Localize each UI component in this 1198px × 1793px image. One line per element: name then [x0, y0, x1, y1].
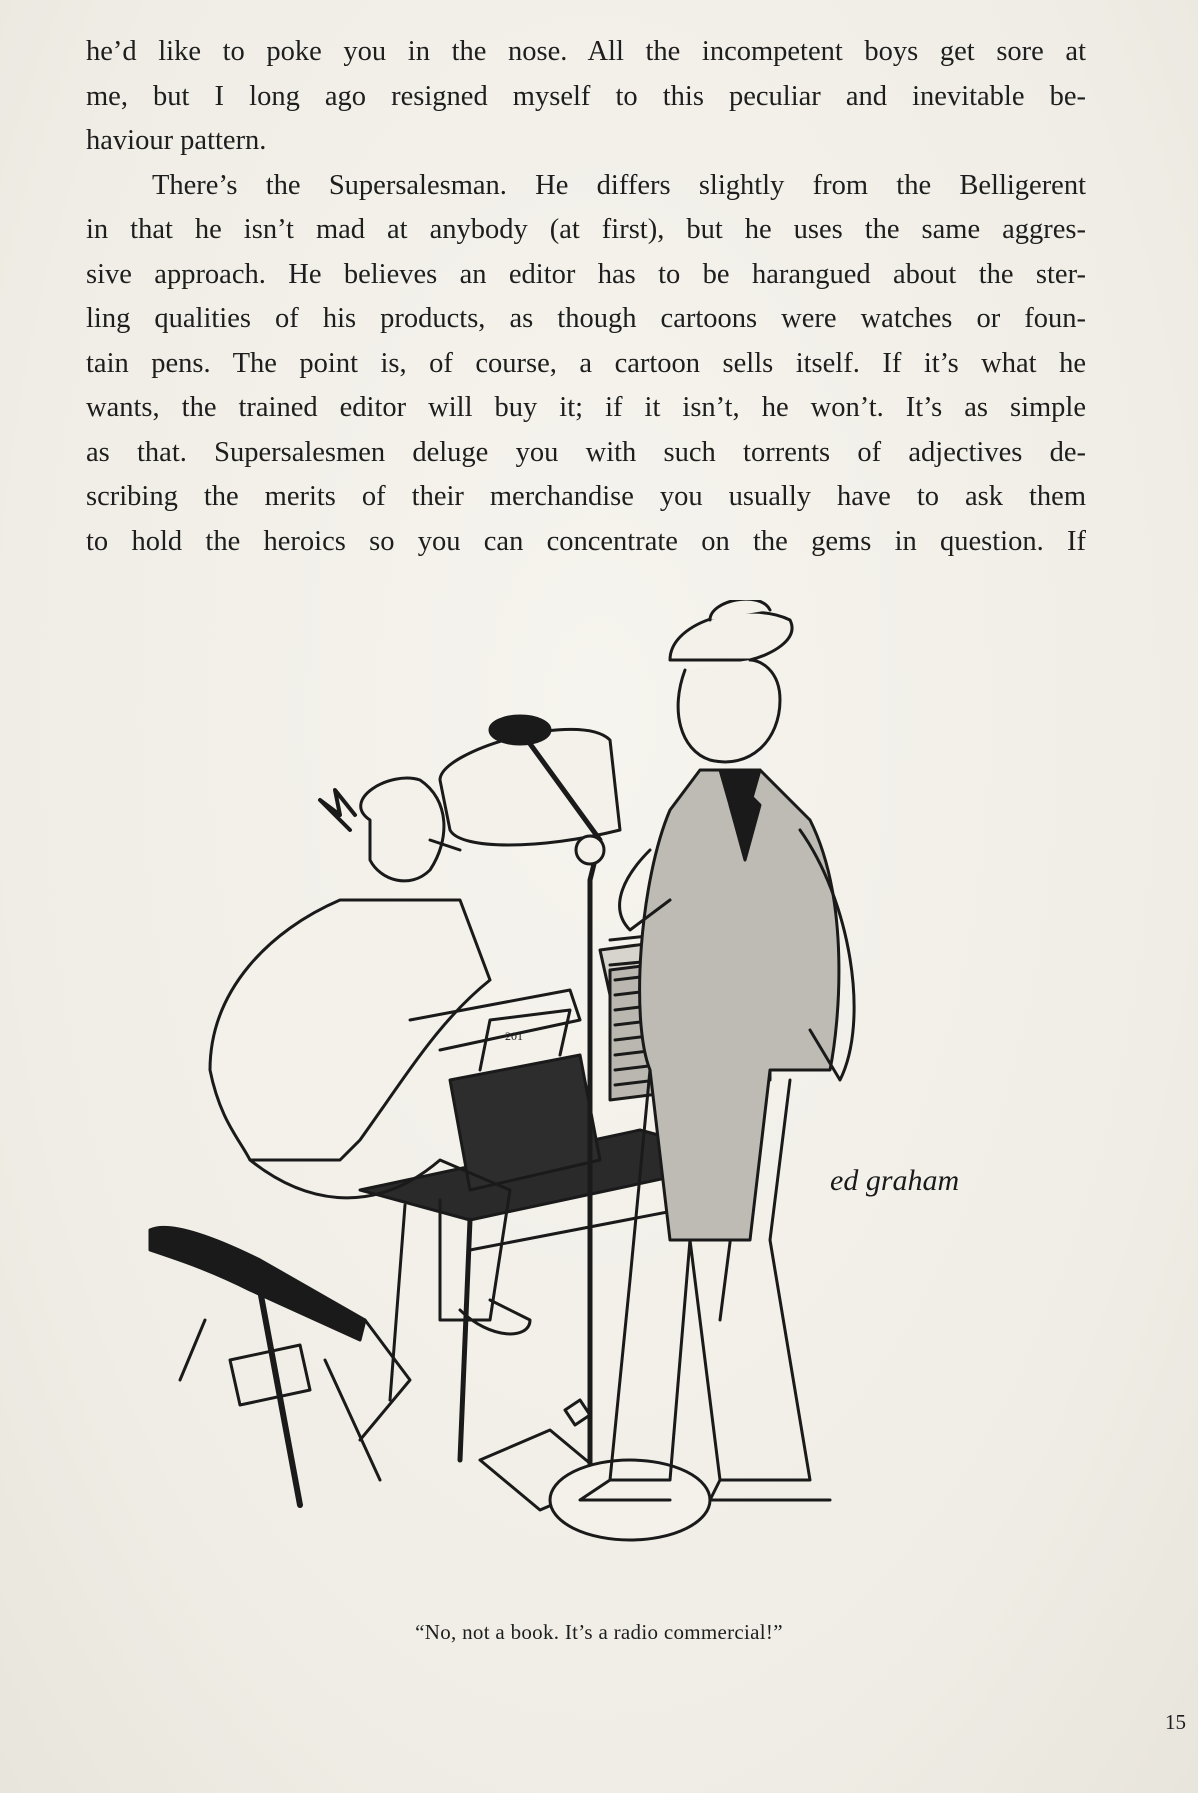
text-line: in that he isn’t mad at anybody (at first), but he uses the same aggres-	[86, 214, 1086, 245]
text-line: wants, the trained editor will buy it; if it isn’t, he won’t. It’s as simple	[86, 392, 1086, 423]
artist-signature: ed graham	[830, 1164, 960, 1197]
typewriter-drawing	[450, 1010, 600, 1190]
text-line: as that. Supersalesmen deluge you with such torrents of adjectives de-	[86, 436, 1086, 468]
text-line: There’s the Supersalesman. He differs slightly from the Belligerent	[152, 169, 1086, 201]
chair-drawing	[150, 1227, 410, 1505]
body-text	[86, 30, 1086, 564]
text-line: to hold the heroics so you can concentrate on the gems in question. If	[86, 525, 1086, 557]
text-line: scribing the merits of their merchandise you usually have to ask them	[86, 481, 1086, 512]
text-line: tain pens. The point is, of course, a cartoon sells itself. If it’s what he	[86, 347, 1086, 379]
page-number: 15	[1165, 1710, 1186, 1734]
text-line: sive approach. He believes an editor has to be harangued about the ster-	[86, 258, 1086, 290]
illustration-caption: “No, not a book. It’s a radio commercial!”	[415, 1620, 783, 1644]
cartoon-illustration	[110, 600, 1080, 1560]
paper-label: 201	[505, 1029, 523, 1043]
text-line: me, but I long ago resigned myself to this peculiar and inevitable be-	[86, 80, 1086, 112]
text-line: he’d like to poke you in the nose. All the incompetent boys get sore at	[86, 36, 1086, 67]
text-line: ling qualities of his products, as though cartoons were watches or foun-	[86, 303, 1086, 334]
text-line: haviour pattern.	[86, 125, 267, 156]
